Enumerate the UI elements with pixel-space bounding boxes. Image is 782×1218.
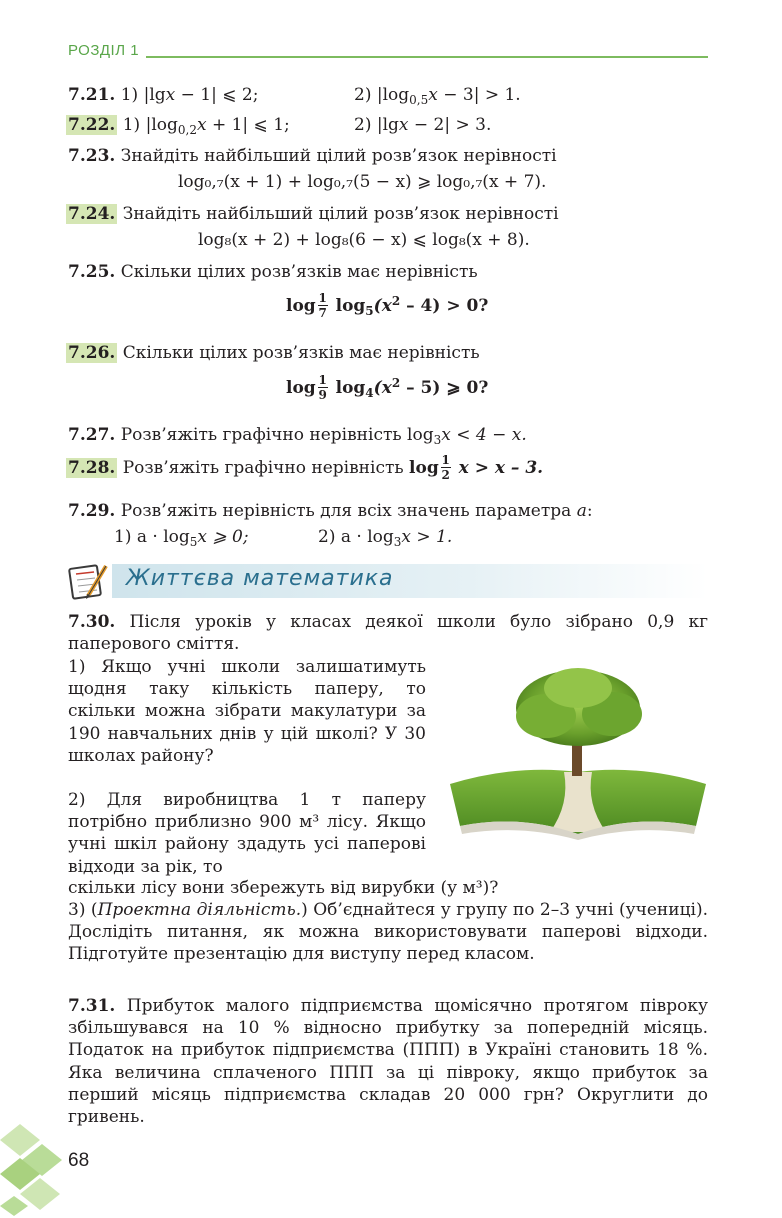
- formula-7-24: log₈(x + 2) + log₈(6 − x) ⩽ log₈(x + 8).: [198, 230, 530, 250]
- formula-7-23: log₀,₇(x + 1) + log₀,₇(5 − x) ⩾ log₀,₇(x + 7).: [178, 172, 547, 192]
- problem-number: 7.22.: [68, 115, 116, 135]
- problem-text: Розв’яжіть графічно нерівність: [122, 458, 410, 478]
- problem-number: 7.28.: [68, 458, 116, 478]
- problem-text: Розв’яжіть графічно нерівність log: [120, 425, 434, 445]
- part-2: 2) $|\log_{0,5}x - 3| > 1$.: [354, 85, 521, 107]
- problem-number: 7.30.: [68, 612, 116, 632]
- section-banner: [68, 562, 708, 600]
- header-rule: [146, 56, 708, 58]
- problem-text: Після уроків у класах деякої школи було зібрано 0,9 кг паперового сміття.: [68, 612, 708, 655]
- problem-7-29-parts: [114, 526, 453, 549]
- tree-on-open-book-image: [446, 664, 710, 840]
- problem-number: 7.26.: [68, 343, 116, 363]
- notebook-pencil-icon: [68, 562, 112, 600]
- problem-7-31: [68, 995, 708, 1128]
- problem-number: 7.25.: [68, 262, 116, 282]
- problem-text: Скільки цілих розв’язків має нерівність: [120, 262, 478, 282]
- problem-7-23: [68, 145, 557, 167]
- problem-text: Скільки цілих розв’язків має нерівність: [122, 343, 480, 363]
- problem-number: 7.31.: [68, 996, 116, 1016]
- problem-7-30-q3: 3) (Проектна діяльність.) Об’єднайтеся у групу по 2–3 учні (учениці). Дослідіть питання, як можна використовувати паперові відходи. Підготуйте презентацію для виступу перед класом.: [68, 900, 709, 965]
- problem-number: 7.23.: [68, 146, 116, 166]
- problem-7-29: 7.29. Розв’яжіть нерівність для всіх значень параметра a:: [68, 501, 593, 521]
- part-1: 1) $a \cdot \log_5x$ ⩾ 0;: [114, 527, 249, 549]
- problem-7-30-q2b: скільки лісу вони збережуть від вирубки (у м³)?: [68, 878, 499, 898]
- problem-7-30-q1: 1) Якщо учні школи залишатимуть щодня таку кількість паперу, то скільки можна зібрати макулатури за 190 навчальних днів у цій школі? У 30 школах району?: [68, 657, 426, 766]
- problem-7-30-intro: [68, 611, 708, 655]
- problem-7-28: 7.28. Розв’яжіть графічно нерівність log $\frac{1}{2}$ x > x – 3.: [68, 453, 544, 482]
- problem-7-25: [68, 261, 478, 283]
- corner-decoration: [0, 1110, 70, 1218]
- part-1: 1) $|\log_{0,2}x + 1|$ ⩽ 1;: [122, 115, 290, 137]
- problem-number: 7.27.: [68, 425, 116, 445]
- problem-text: Прибуток малого підприємства щомісячно протягом півроку збільшувався на 10 % відносно прибутку за попередній місяць. Податок на прибуток підприємства (ППП) в Україні становить 18 %. Яка величина сплаченого ППП за ці півроку, якщо прибуток за перший місяць підприємства складав 20 000 грн? Округлити до гривень.: [68, 996, 708, 1128]
- banner-title: Життєва математика: [126, 566, 394, 591]
- problem-text: Знайдіть найбільший цілий розв’язок нерівності: [120, 146, 557, 166]
- part-2: 2) $a \cdot \log_3x > 1$.: [318, 527, 453, 549]
- formula-7-26: log $\frac{1}{9}$ $\log_4(x^2 - 5)$ ⩾ 0?: [286, 373, 489, 402]
- problem-7-26: [68, 342, 480, 364]
- problem-7-30-q2a: 2) Для виробництва 1 т паперу потрібно приблизно 900 м³ лісу. Якщо учні шкіл району здадуть усі паперові відходи за рік, то: [68, 790, 426, 877]
- problem-number: 7.24.: [68, 204, 116, 224]
- problem-number: 7.21.: [68, 85, 116, 105]
- problem-text: Розв’яжіть нерівність для всіх значень параметра: [120, 501, 577, 521]
- problem-7-21: [68, 84, 521, 107]
- part-2: 2) |lgx − 2| > 3.: [354, 115, 492, 135]
- part-1: 1) |lgx − 1| ⩽ 2;: [120, 85, 259, 105]
- problem-text: Знайдіть найбільший цілий розв’язок нерівності: [122, 204, 559, 224]
- problem-7-27: 7.27. Розв’яжіть графічно нерівність $\log_3x < 4 - x$.: [68, 425, 527, 447]
- problem-7-24: [68, 203, 559, 225]
- formula-7-25: log $\frac{1}{7}$ $\log_5(x^2 - 4) > 0$?: [286, 291, 489, 320]
- problem-number: 7.29.: [68, 501, 116, 521]
- problem-7-22: [68, 114, 492, 137]
- section-label: РОЗДІЛ 1: [68, 42, 140, 59]
- page-number: 68: [68, 1150, 90, 1171]
